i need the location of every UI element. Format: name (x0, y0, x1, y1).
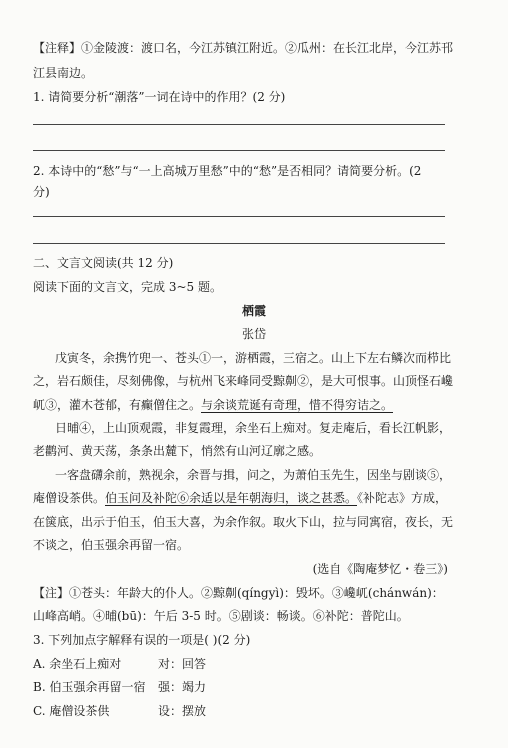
underlined-sentence: 与余谈荒诞有奇理，惜不得穷诘之。 (201, 398, 394, 412)
note-annotation-line-1: 【注释】①金陵渡：渡口名，今江苏镇江附近。②瓜州：在长江北岸，今江苏邗 (33, 41, 454, 55)
passage-line (33, 490, 447, 506)
answer-line[interactable] (33, 124, 445, 125)
passage-line: 之，岩石颇佳，尽刻佛像，与杭州飞来峰同受黥劓②，是大可恨事。山顶怪石巉 (33, 374, 454, 388)
passage-text: 庵僧设茶供。 (33, 491, 106, 505)
passage-line: 一客盘礴余前，熟视余，余晋与揖，问之，为萧伯玉先生，因坐与剧谈⑤， (55, 468, 452, 482)
option-c-gloss: 设：摆放 (158, 704, 207, 718)
answer-line[interactable] (33, 150, 445, 151)
option-a-gloss: 对：回答 (158, 657, 207, 671)
note-annotation-line-2: 山峰高峭。④晡(bū)：午后 3-5 时。⑤剧谈：畅谈。⑥补陀：普陀山。 (33, 609, 409, 623)
underlined-sentence: 伯玉问及补陀⑥余适以是年朝海归，谈之甚悉。 (105, 491, 358, 505)
passage-line: 日晡④，上山顶观霞，非复霞理，余坐石上痴对。复走庵后，看长江帆影， (55, 421, 452, 435)
note-annotation-line-2: 江县南边。 (33, 66, 94, 80)
passage-line: 戊寅冬，余携竹兜一、苍头①一，游栖霞，三宿之。山上下左右鳞次而栉比 (55, 351, 452, 365)
passage-title: 栖霞 (241, 304, 266, 318)
option-text: B. 伯玉强余再留一宿 (33, 680, 146, 694)
option-text: A. 余坐石上痴对 (33, 657, 122, 671)
passage-source: (选自《陶庵梦忆・卷三》) (312, 562, 448, 576)
passage-line: 不谈之，伯玉强余再留一宿。 (33, 538, 190, 552)
question-2-line-2: 分) (33, 185, 50, 199)
note-annotation-line-1: 【注】①苍头：年龄大的仆人。②黥劓(qíngyì)：毁坏。③巉屼(chánwán)： (33, 586, 444, 600)
question-2-line-1: 2. 本诗中的“愁”与“一上高城万里愁”中的“愁”是否相同？请简要分析。(2 (33, 164, 422, 178)
passage-text: 《补陀志》方成， (357, 491, 448, 505)
question-3: 3. 下列加点字解释有误的一项是( )(2 分) (33, 633, 251, 647)
option-b[interactable] (33, 679, 145, 695)
passage-author: 张岱 (241, 327, 266, 341)
option-b-gloss: 强：竭力 (158, 680, 207, 694)
section-heading: 二、文言文阅读(共 12 分) (33, 256, 174, 270)
option-text: C. 庵僧设茶供 (33, 704, 110, 718)
instruction: 阅读下面的文言文，完成 3~5 题。 (33, 280, 222, 294)
passage-line: 老鹳河、黄天荡，条条出麓下，悄然有山河辽廓之感。 (33, 444, 322, 458)
answer-line[interactable] (33, 216, 445, 217)
answer-line[interactable] (33, 243, 445, 244)
passage-line: 在箧底，出示于伯玉，伯玉大喜，为余作叙。取火下山，拉与同寓宿，夜长，无 (33, 515, 454, 529)
option-a[interactable] (33, 656, 121, 672)
passage-line (33, 397, 393, 413)
question-1: 1. 请简要分析“潮落”一词在诗中的作用？(2 分) (33, 90, 286, 104)
passage-text: 屼③，灌木苍郁，有癫僧住之。 (33, 398, 202, 412)
option-c[interactable] (33, 703, 109, 719)
